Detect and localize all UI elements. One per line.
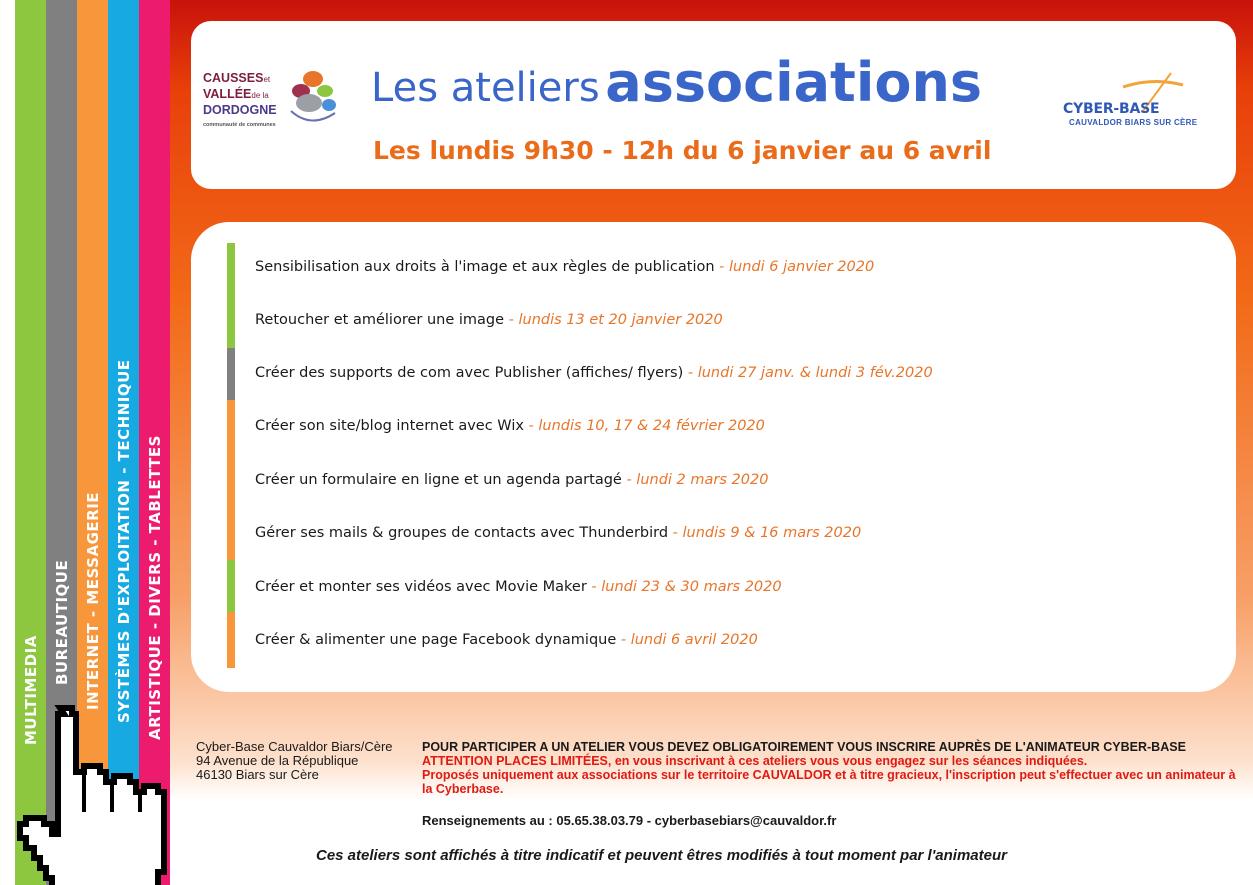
list-bar-orange-1 <box>227 400 235 560</box>
logo-line1: CAUSSES <box>203 71 264 85</box>
stripe-label-artistique: ARTISTIQUE - DIVERS - TABLETTES <box>145 435 164 740</box>
item-title: Sensibilisation aux droits à l'image et aux règles de publication <box>255 259 715 275</box>
ccvd-logo <box>203 71 343 141</box>
footer-info <box>422 740 1242 796</box>
item-date: - lundis 13 et 20 janvier 2020 <box>504 312 723 328</box>
info-line2-rest: en vous inscrivant à ces ateliers vous vous engagez sur les séances indiquées. <box>611 754 1088 768</box>
cyberbase-sub: CAUVALDOR BIARS SUR CÈRE <box>1069 118 1198 127</box>
item-title: Créer et monter ses vidéos avec Movie Maker <box>255 579 587 595</box>
item-date: - lundi 23 & 30 mars 2020 <box>586 579 782 595</box>
cyberbase-word: CYBER-BASE <box>1063 101 1160 117</box>
page-subtitle: Les lundis 9h30 - 12h du 6 janvier au 6 avril <box>373 136 992 165</box>
stripe-label-internet: INTERNET - MESSAGERIE <box>83 491 102 710</box>
stripe-label-bureautique: BUREAUTIQUE <box>52 559 71 685</box>
item-title: Créer un formulaire en ligne et un agenda partagé <box>255 472 622 488</box>
list-item <box>255 525 861 541</box>
address-line1: Cyber-Base Cauvaldor Biars/Cère <box>196 739 393 754</box>
cyberbase-logo <box>1063 71 1228 131</box>
list-bar-green-1 <box>227 243 235 348</box>
footer-contact: Renseignements au : 05.65.38.03.79 - cyberbasebiars@cauvaldor.fr <box>422 813 837 828</box>
logo-line1-small: et <box>263 75 271 84</box>
title-part1: Les ateliers <box>371 65 600 111</box>
info-line3: Proposés uniquement aux associations sur le territoire CAUVALDOR et à titre gracieux, l'inscription peut s'effectuer avec un animateur à la Cyberbase. <box>422 768 1236 796</box>
item-title: Créer son site/blog internet avec Wix <box>255 418 524 434</box>
address-line3: 46130 Biars sur Cère <box>196 767 319 782</box>
address-line2: 94 Avenue de la République <box>196 753 359 768</box>
item-title: Créer & alimenter une page Facebook dynamique <box>255 632 617 648</box>
item-title: Créer des supports de com avec Publisher (affiches/ flyers) <box>255 365 684 381</box>
item-date: - lundis 9 & 16 mars 2020 <box>668 525 862 541</box>
footer-disclaimer: Ces ateliers sont affichés à titre indicatif et peuvent êtres modifiés à tout moment par l'animateur <box>316 847 1007 864</box>
list-item <box>255 312 723 328</box>
header-card <box>191 21 1236 189</box>
list-item <box>255 418 765 434</box>
footer-address <box>196 740 393 782</box>
list-item <box>255 365 933 381</box>
logo-line3: DORDOGNE <box>203 103 277 117</box>
info-line1: POUR PARTICIPER A UN ATELIER VOUS DEVEZ OBLIGATOIREMENT VOUS INSCRIRE AUPRÈS DE L'ANIMATEUR CYBER-BASE <box>422 740 1186 754</box>
item-date: - lundi 6 janvier 2020 <box>714 259 875 275</box>
list-item <box>255 632 758 648</box>
pebbles-icon <box>283 67 343 127</box>
list-item <box>255 472 768 488</box>
item-date: - lundis 10, 17 & 24 février 2020 <box>523 418 765 434</box>
workshop-list <box>191 222 1236 692</box>
stripe-label-multimedia: MULTIMEDIA <box>21 635 40 745</box>
list-bar-gray <box>227 348 235 400</box>
list-item <box>255 259 874 275</box>
item-title: Gérer ses mails & groupes de contacts avec Thunderbird <box>255 525 669 541</box>
stripe-label-systemes: SYSTÈMES D'EXPLOITATION - TECHNIQUE <box>114 359 133 723</box>
item-date: - lundi 27 janv. & lundi 3 fév.2020 <box>683 365 933 381</box>
list-bar-orange-2 <box>227 612 235 668</box>
info-line2-bold: ATTENTION PLACES LIMITÉES, <box>422 754 612 768</box>
page-title <box>371 51 1071 114</box>
item-date: - lundi 2 mars 2020 <box>621 472 769 488</box>
hand-cursor-icon <box>12 700 172 885</box>
list-bar-green-2 <box>227 560 235 612</box>
logo-line2: VALLÉE <box>203 87 252 101</box>
item-date: - lundi 6 avril 2020 <box>616 632 758 648</box>
logo-subtitle: communauté de communes <box>203 122 276 128</box>
list-item <box>255 579 782 595</box>
logo-line2-small: de la <box>251 91 269 100</box>
title-part2: associations <box>605 51 983 114</box>
item-title: Retoucher et améliorer une image <box>255 312 505 328</box>
